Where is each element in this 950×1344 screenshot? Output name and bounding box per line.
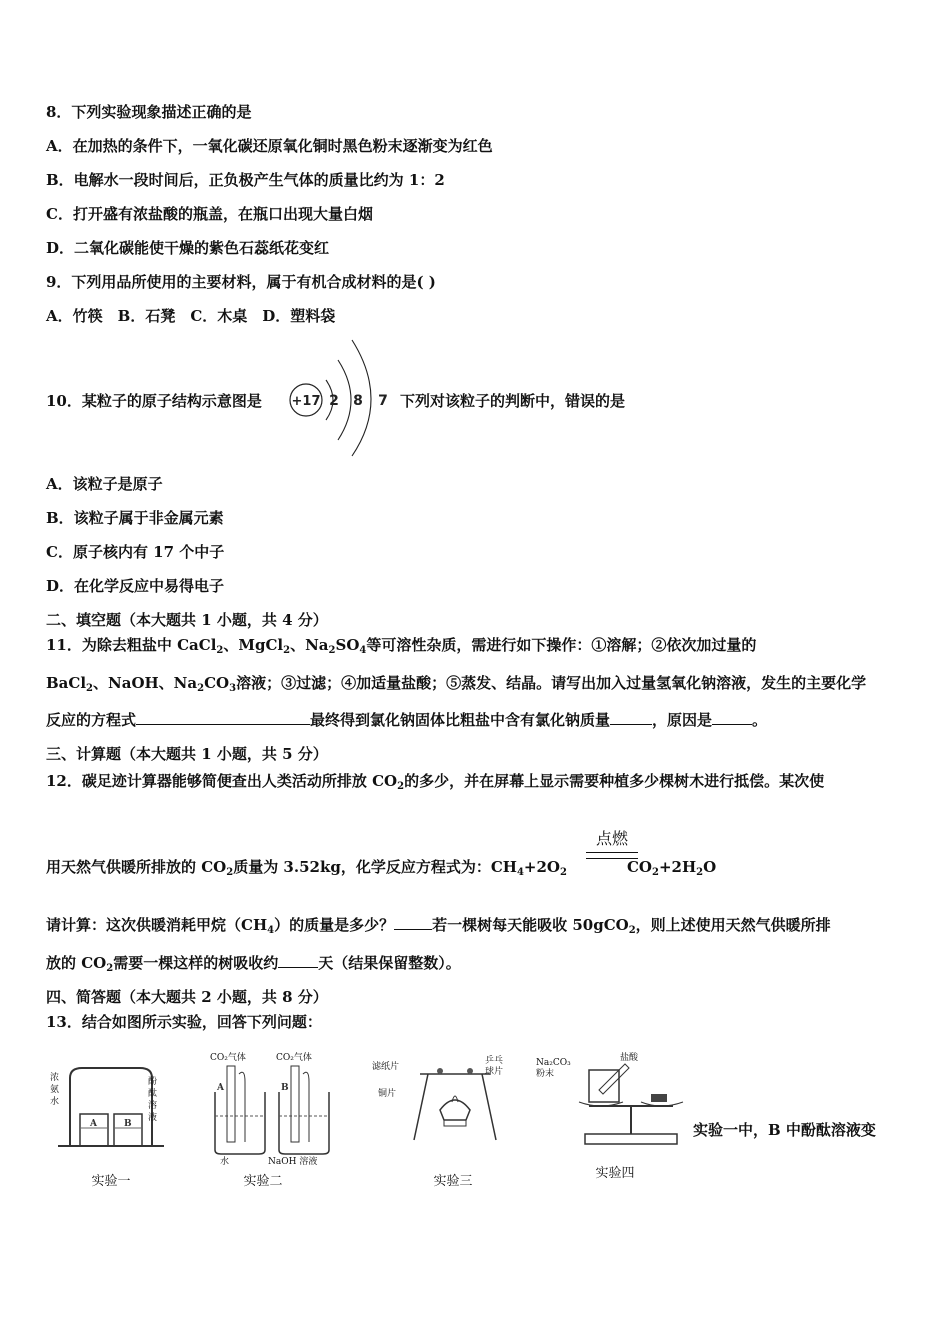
answer-blank[interactable]: [394, 915, 432, 930]
q11-text: 、MgCl: [223, 636, 284, 654]
q11-text: 溶液；③过滤；④加适量盐酸；⑤蒸发、结晶。请写出加入过量氢氧化钠溶液，发生的主要化学: [236, 674, 867, 692]
q11-text: BaCl: [46, 674, 87, 692]
q11-line-2: BaCl$_2$、NaOH、$Na_2CO_3$溶液；③过滤；④加适量盐酸；⑤蒸发、结晶。请写出加入过量氢氧化钠溶液，发生的主要化学: [46, 674, 867, 694]
fig1-caption: 实验一: [91, 1174, 131, 1189]
atom-structure-diagram: [286, 338, 396, 458]
fig2-label-a: A: [217, 1083, 224, 1093]
experiment-2-figure: [205, 1062, 345, 1162]
q11-text: ，原因是: [652, 711, 713, 729]
q8-option-a: A．在加热的条件下，一氧化碳还原氧化铜时黑色粉末逐渐变为红色: [46, 137, 493, 155]
fig3-pingpong-label: 乒乓球片: [485, 1056, 504, 1077]
section-3-title: 三、计算题（本大题共 1 小题，共 5 分）: [46, 745, 328, 763]
fig2-caption: 实验二: [243, 1174, 283, 1189]
fig4-hcl-label: 盐酸: [620, 1053, 639, 1063]
answer-blank[interactable]: [610, 710, 652, 725]
q12-line-4: 放的 $CO_2$需要一棵这样的树吸收约 天（结果保留整数）。: [46, 954, 461, 974]
answer-blank[interactable]: [136, 710, 310, 725]
q11-text: 11．为除去粗盐中 CaCl: [46, 636, 217, 654]
q11-line-3: [46, 709, 767, 731]
fig1-label-phenolphthalein: 酚酞溶液: [148, 1077, 158, 1123]
reaction-condition: 点燃: [595, 829, 628, 848]
q11-text: 最终得到氯化钠固体比粗盐中含有氯化钠质量: [310, 711, 611, 729]
q11-text: 、Na: [290, 636, 329, 654]
q10-stem-before: 10．某粒子的原子结构示意图是: [46, 392, 262, 410]
fig2-label-b: B: [281, 1083, 289, 1093]
q12-line-1: 12．碳足迹计算器能够简便查出人类活动所排放 $CO_2$的多少，并在屏幕上显示需要种植多少棵树木进行抵偿。某次使: [46, 772, 825, 792]
q10-option-c: C．原子核内有 17 个中子: [46, 543, 225, 561]
q11-text: 。: [752, 711, 768, 729]
q9-options: A．竹筷 B．石凳 C．木桌 D．塑料袋: [46, 307, 336, 325]
fig2-gas-a-label: CO₂气体: [210, 1053, 246, 1063]
electron-shell-2: [338, 360, 351, 440]
fig2-gas-b-label: CO₂气体: [276, 1053, 312, 1063]
section-4-title: 四、简答题（本大题共 2 小题，共 8 分）: [46, 988, 328, 1006]
q12-text: ，则上述使用天然气供暖所排: [635, 916, 831, 934]
q9-stem: 9．下列用品所使用的主要材料，属于有机合成材料的是( ): [46, 273, 436, 291]
q8-option-d: D．二氧化碳能使干燥的紫色石蕊纸花变红: [46, 239, 330, 257]
q12-text: 用天然气供暖所排放的 CO: [46, 858, 227, 876]
q11-text: 、NaOH、Na: [93, 674, 198, 692]
shell-2-electrons: 8: [353, 393, 363, 409]
q12-text: +2O: [523, 858, 560, 876]
q11-text: 等可溶性杂质，需进行如下操作：①溶解；②依次加过量的: [366, 636, 757, 654]
section-2-title: 二、填空题（本大题共 1 小题，共 4 分）: [46, 611, 328, 629]
q10-stem-after: 下列对该粒子的判断中，错误的是: [400, 392, 626, 410]
q11-text: SO: [335, 636, 360, 654]
q12-text: 请计算：这次供暖消耗甲烷（CH: [46, 916, 268, 934]
fig3-filter-paper-label: 滤纸片: [372, 1062, 400, 1072]
shell-3-electrons: 7: [378, 393, 388, 409]
nucleus-charge: +17: [291, 394, 321, 409]
fig4-na2co3-label: Na₂CO₃粉末: [536, 1058, 571, 1079]
q10-option-a: A．该粒子是原子: [46, 475, 163, 493]
q12-line-2: 用天然气供暖所排放的 $CO_2$质量为 3.52kg，化学反应方程式为：$CH_4+2O_2$ $CO_2+2H_2O$: [46, 858, 717, 878]
q12-text: 需要一棵这样的树吸收约: [113, 954, 279, 972]
q11-line-1: 11．为除去粗盐中 CaCl$_2$、MgCl$_2$、$Na_2SO_4$等可溶性杂质，需进行如下操作：①溶解；②依次加过量的: [46, 636, 757, 656]
q13-tail-text: 实验一中，B 中酚酞溶液变: [693, 1121, 876, 1139]
q12-line-3: 请计算：这次供暖消耗甲烷$(CH_4)$的质量是多少？ 若一棵树每天能吸收 50gCO$_2$，则上述使用天然气供暖所排: [46, 916, 831, 936]
fig4-caption: 实验四: [595, 1166, 635, 1181]
q8-stem: 8．下列实验现象描述正确的是: [46, 103, 252, 121]
q12-text: 质量为 3.52kg，化学反应方程式为：CH: [233, 858, 517, 876]
experiment-4-figure: [575, 1050, 687, 1150]
fig3-caption: 实验三: [433, 1174, 473, 1189]
q12-text: O: [703, 858, 717, 876]
q12-text: CO: [626, 858, 652, 876]
q10-option-b: B．该粒子属于非金属元素: [46, 509, 224, 527]
fig2-water-label: 水: [220, 1157, 230, 1167]
shell-1-electrons: 2: [329, 393, 339, 409]
fig2-naoh-label: NaOH 溶液: [268, 1157, 318, 1167]
fig1-label-b: B: [124, 1119, 132, 1129]
q8-option-c: C．打开盛有浓盐酸的瓶盖，在瓶口出现大量白烟: [46, 205, 373, 223]
fig3-copper-label: 铜片: [378, 1089, 397, 1099]
q10-option-d: D．在化学反应中易得电子: [46, 577, 225, 595]
q12-text: 天（结果保留整数）。: [318, 954, 461, 972]
q12-text: 放的 CO: [46, 954, 107, 972]
fig1-label-a: A: [90, 1119, 97, 1129]
fig1-label-ammonia: 浓氨水: [50, 1073, 60, 1107]
q12-text: 若一棵树每天能吸收 50gCO: [432, 916, 629, 934]
q8-option-b: B．电解水一段时间后，正负极产生气体的质量比约为 1：2: [46, 171, 445, 189]
reaction-equals-sign: [586, 852, 638, 859]
q11-text: CO: [204, 674, 230, 692]
answer-blank[interactable]: [712, 710, 752, 725]
q12-text: 12．碳足迹计算器能够简便查出人类活动所排放 CO: [46, 772, 398, 790]
q13-stem: 13．结合如图所示实验，回答下列问题：: [46, 1013, 322, 1031]
q12-text: ）的质量是多少？: [274, 916, 395, 934]
q12-text: +2H: [658, 858, 697, 876]
q12-text: 的多少，并在屏幕上显示需要种植多少棵树木进行抵偿。某次使: [404, 772, 825, 790]
answer-blank[interactable]: [278, 953, 318, 968]
q11-text: 反应的方程式: [46, 711, 137, 729]
